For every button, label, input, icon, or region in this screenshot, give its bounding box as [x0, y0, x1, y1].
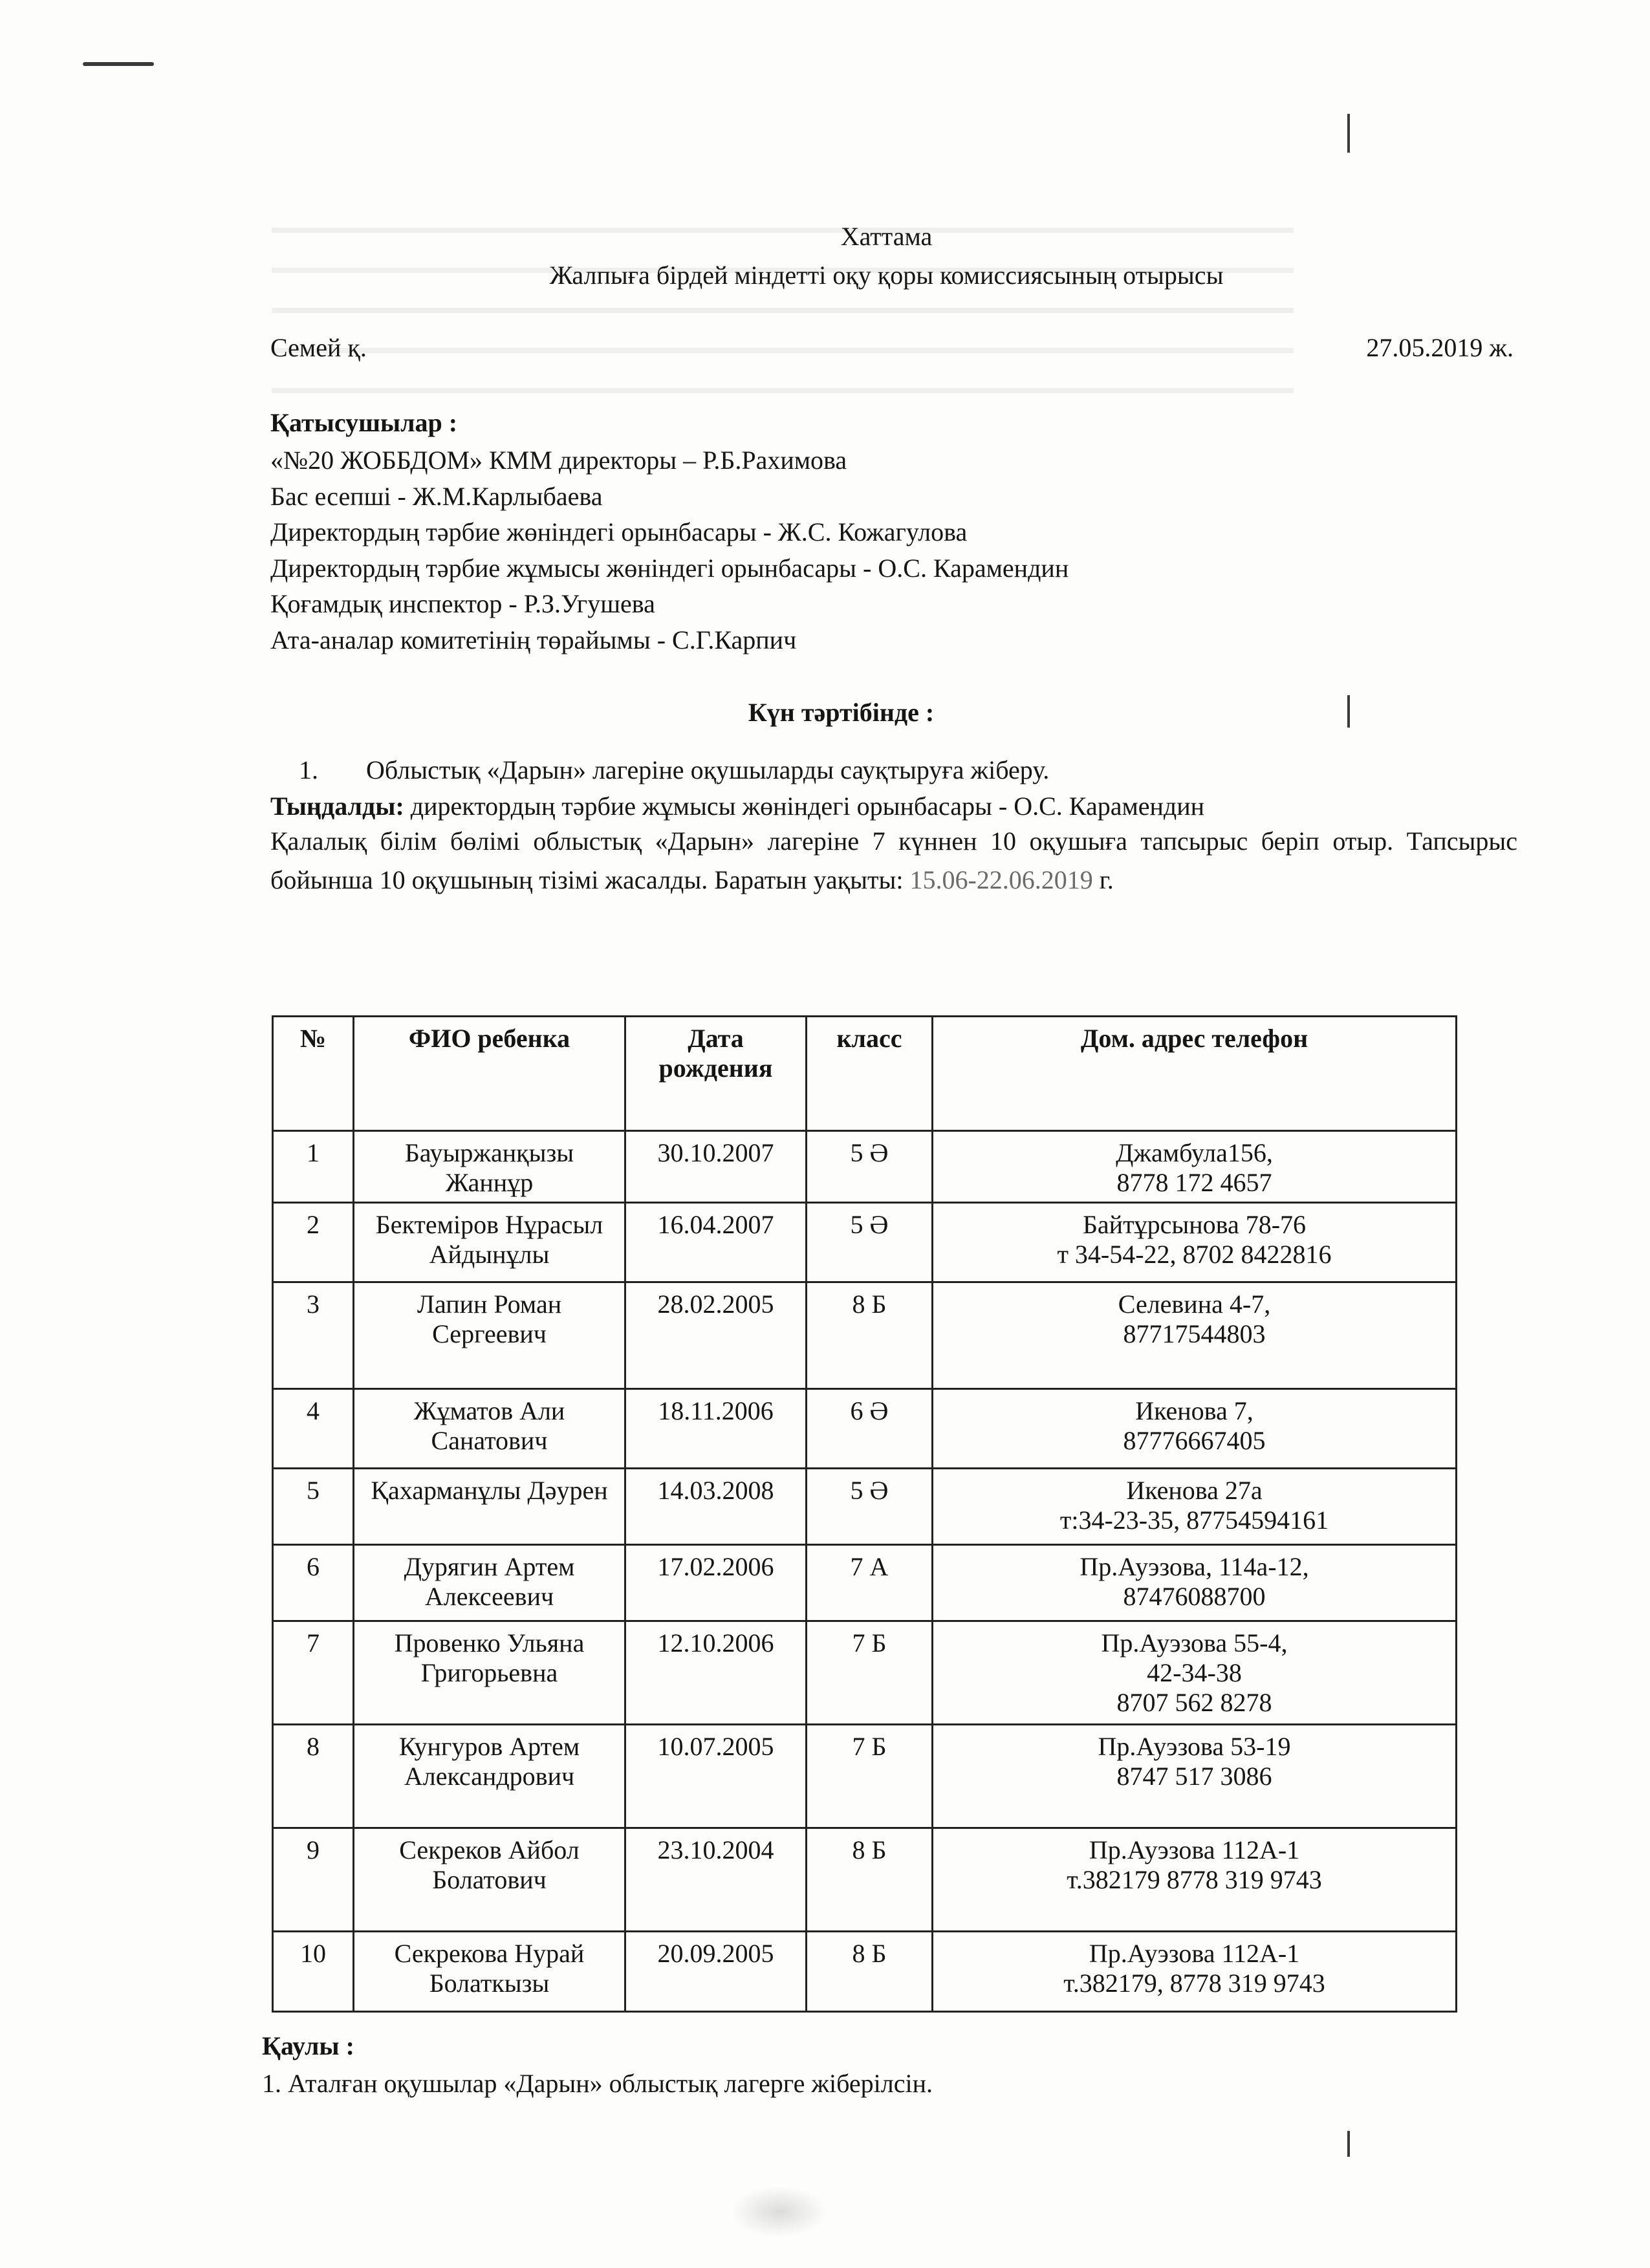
cell-class: 6 Ә — [807, 1389, 933, 1469]
resolution-item: 1. Аталған оқушылар «Дарын» облыстық лагерге жіберілсін. — [262, 2069, 933, 2098]
participants-heading: Қатысушылар : — [270, 408, 458, 437]
cell-birthdate: 30.10.2007 — [625, 1131, 807, 1203]
cell-class: 5 Ә — [807, 1131, 933, 1203]
cell-address: Икенова 7, 87776667405 — [933, 1389, 1457, 1469]
table-row — [273, 1282, 1457, 1389]
table-row — [273, 1545, 1457, 1621]
cell-birthdate: 14.03.2008 — [625, 1469, 807, 1545]
cell-address: Пр.Ауэзова 112А-1 т.382179, 8778 319 9743 — [933, 1932, 1457, 2012]
cell-birthdate: 18.11.2006 — [625, 1389, 807, 1469]
cell-number: 1 — [273, 1131, 354, 1203]
participant: Қоғамдық инспектор - Р.З.Угушева — [270, 589, 655, 618]
participant: «№20 ЖОББДОМ» КММ директоры – Р.Б.Рахимова — [270, 446, 847, 475]
heard-text — [270, 822, 1517, 900]
cell-class: 7 Б — [807, 1725, 933, 1828]
cell-address: Пр.Ауэзова 55-4, 42-34-38 8707 562 8278 — [933, 1621, 1457, 1725]
resolution-heading: Қаулы : — [262, 2031, 354, 2060]
cell-address: Джамбула156, 8778 172 4657 — [933, 1131, 1457, 1203]
table-row — [273, 1469, 1457, 1545]
cell-address: Байтұрсынова 78-76 т 34-54-22, 8702 8422816 — [933, 1203, 1457, 1282]
cell-number: 9 — [273, 1828, 354, 1932]
cell-birthdate: 10.07.2005 — [625, 1725, 807, 1828]
table-body — [273, 1131, 1457, 2012]
heard-body: Қалалық білім бөлімі облыстық «Дарын» лагеріне 7 күннен 10 оқушыға тапсырыс беріп отыр. Тапсырыс бойынша 10 оқушының тізімі жасалды. Баратын уақыты: — [270, 826, 1517, 894]
heard-line — [270, 791, 1204, 822]
table-row — [273, 1932, 1457, 2012]
table-row — [273, 1131, 1457, 1203]
cell-name: Лапин Роман Сергеевич — [354, 1282, 625, 1389]
cell-birthdate: 16.04.2007 — [625, 1203, 807, 1282]
cell-birthdate: 12.10.2006 — [625, 1621, 807, 1725]
cell-name: Қахарманұлы Дәурен — [354, 1469, 625, 1545]
cell-birthdate: 17.02.2006 — [625, 1545, 807, 1621]
agenda-heading: Күн тәртібінде : — [748, 698, 935, 727]
cell-address: Пр.Ауэзова 112А-1 т.382179 8778 319 9743 — [933, 1828, 1457, 1932]
students-table — [272, 1015, 1457, 2013]
table-row — [273, 1725, 1457, 1828]
cell-name: Секрекова Нурай Болаткызы — [354, 1932, 625, 2012]
cell-name: Дурягин Артем Алексеевич — [354, 1545, 625, 1621]
cell-class: 5 Ә — [807, 1203, 933, 1282]
col-header-class: класс — [807, 1017, 933, 1131]
col-header-address: Дом. адрес телефон — [933, 1017, 1457, 1131]
table-row — [273, 1621, 1457, 1725]
trip-dates-suffix: г. — [1092, 865, 1114, 894]
cell-number: 6 — [273, 1545, 354, 1621]
cell-address: Пр.Ауэзова 53-19 8747 517 3086 — [933, 1725, 1457, 1828]
cell-class: 5 Ә — [807, 1469, 933, 1545]
cell-number: 5 — [273, 1469, 354, 1545]
cell-class: 8 Б — [807, 1282, 933, 1389]
col-header-birthdate: Дата рождения — [625, 1017, 807, 1131]
scan-mark — [1347, 2131, 1350, 2157]
cell-address: Икенова 27а т:34-23-35, 87754594161 — [933, 1469, 1457, 1545]
cell-class: 8 Б — [807, 1828, 933, 1932]
participant: Бас есепші - Ж.М.Карлыбаева — [270, 482, 603, 511]
cell-address: Пр.Ауэзова, 114а-12, 87476088700 — [933, 1545, 1457, 1621]
document-date: 27.05.2019 ж. — [1366, 333, 1514, 362]
cell-class: 7 Б — [807, 1621, 933, 1725]
cell-name: Бектеміров Нұрасыл Айдынұлы — [354, 1203, 625, 1282]
table-row — [273, 1389, 1457, 1469]
heard-speaker: директордың тәрбие жұмысы жөніндегі орынбасары - О.С. Карамендин — [404, 792, 1205, 821]
scan-mark — [83, 62, 154, 66]
cell-name: Секреков Айбол Болатович — [354, 1828, 625, 1932]
table-row — [273, 1203, 1457, 1282]
col-header-name: ФИО ребенка — [354, 1017, 625, 1131]
cell-number: 7 — [273, 1621, 354, 1725]
table-header-row — [273, 1017, 1457, 1131]
cell-number: 2 — [273, 1203, 354, 1282]
trip-dates: 15.06-22.06.2019 — [909, 865, 1093, 894]
cell-number: 3 — [273, 1282, 354, 1389]
col-header-number: № — [273, 1017, 354, 1131]
cell-birthdate: 23.10.2004 — [625, 1828, 807, 1932]
table-row — [273, 1828, 1457, 1932]
cell-birthdate: 28.02.2005 — [625, 1282, 807, 1389]
city: Семей қ. — [270, 333, 367, 362]
heard-label: Тыңдалды: — [270, 792, 404, 821]
cell-number: 8 — [273, 1725, 354, 1828]
participant: Директордың тәрбие жөніндегі орынбасары - Ж.С. Кожагулова — [270, 517, 968, 546]
cell-birthdate: 20.09.2005 — [625, 1932, 807, 2012]
document-title: Хаттама — [840, 222, 933, 251]
agenda-item-number: 1. — [299, 755, 318, 784]
participant: Ата-аналар комитетінің төрайымы - С.Г.Карпич — [270, 625, 797, 654]
agenda-item: Облыстық «Дарын» лагеріне оқушыларды сауқтыруға жіберу. — [366, 755, 1050, 784]
participant: Директордың тәрбие жұмысы жөніндегі орынбасары - О.С. Карамендин — [270, 554, 1069, 583]
cell-name: Кунгуров Артем Александрович — [354, 1725, 625, 1828]
stamp-smudge — [731, 2186, 828, 2238]
cell-address: Селевина 4-7, 87717544803 — [933, 1282, 1457, 1389]
cell-class: 7 А — [807, 1545, 933, 1621]
cell-number: 10 — [273, 1932, 354, 2012]
cell-number: 4 — [273, 1389, 354, 1469]
cell-name: Бауыржанқызы Жаннұр — [354, 1131, 625, 1203]
cell-class: 8 Б — [807, 1932, 933, 2012]
scan-mark — [1347, 114, 1350, 153]
cell-name: Жұматов Али Санатович — [354, 1389, 625, 1469]
document-subtitle: Жалпыға бірдей міндетті оқу қоры комиссиясының отырысы — [549, 261, 1224, 290]
cell-name: Провенко Ульяна Григорьевна — [354, 1621, 625, 1725]
